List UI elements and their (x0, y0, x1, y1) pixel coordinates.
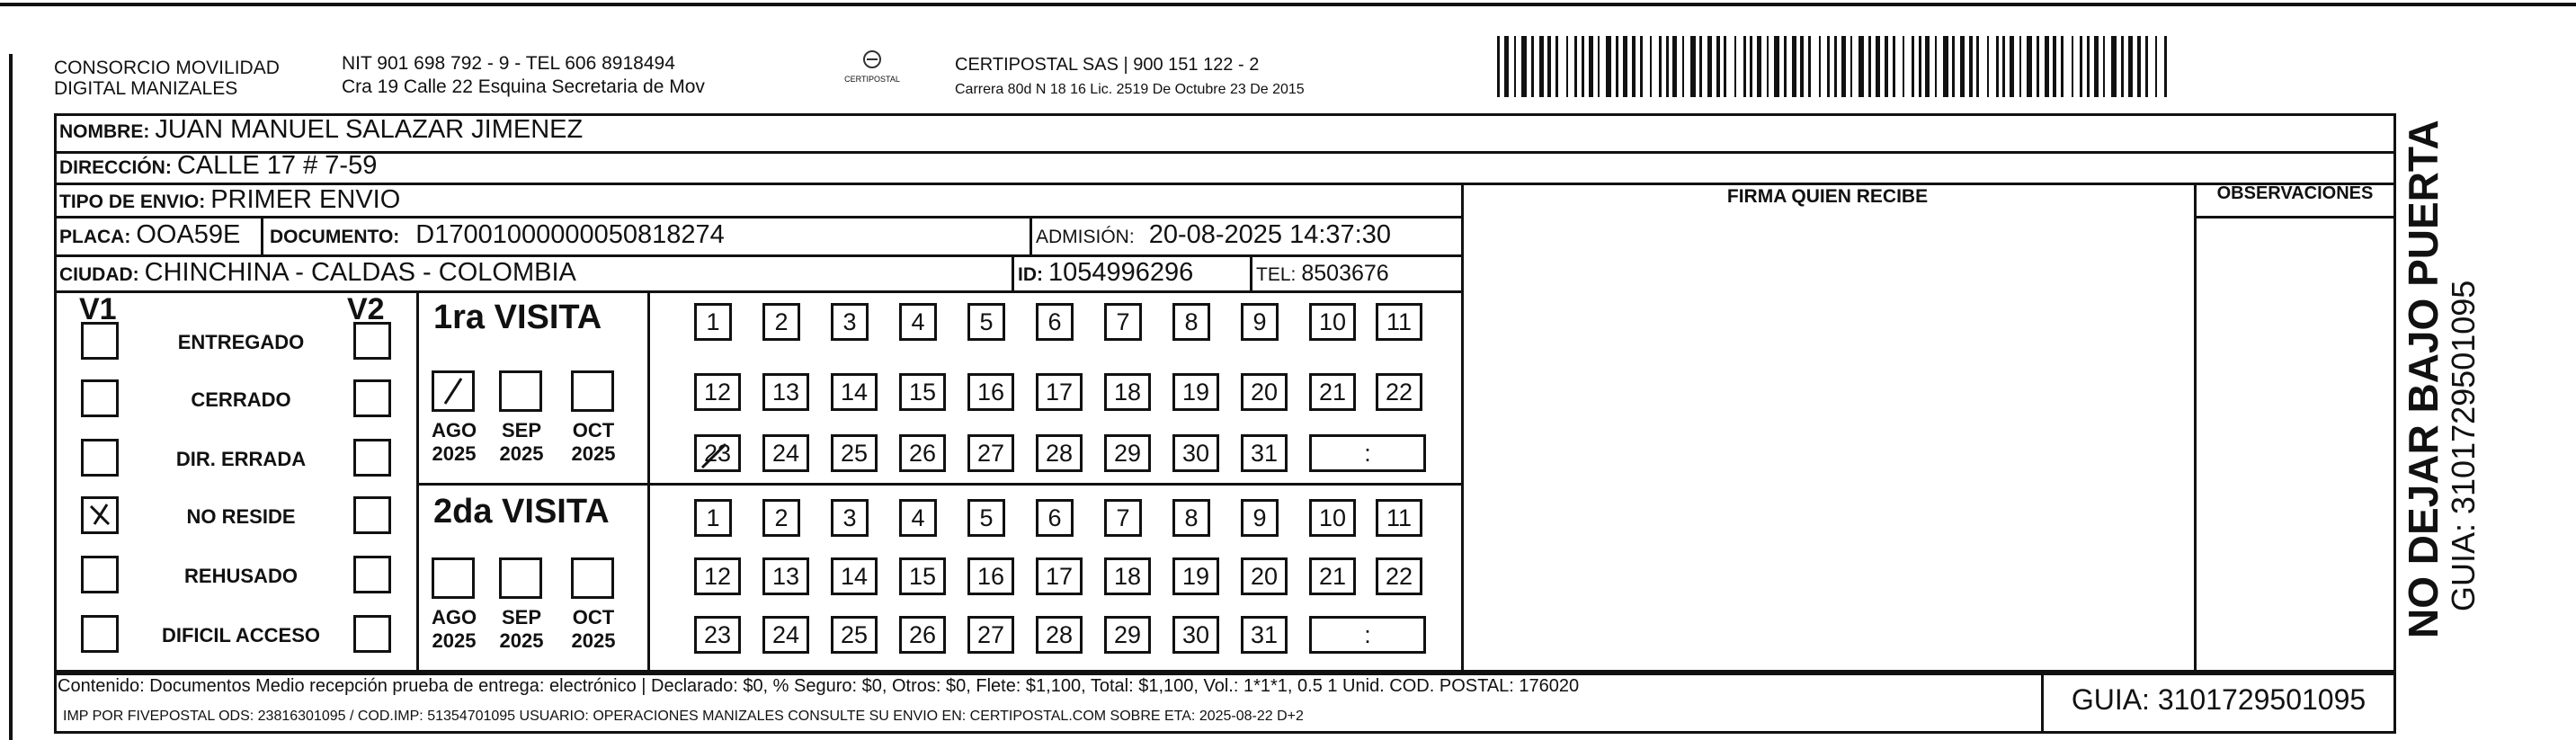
month-name: SEP (501, 419, 542, 441)
admision-label: ADMISIÓN: (1036, 227, 1135, 247)
barcode-bar (2080, 36, 2082, 97)
day-box[interactable]: 30 (1172, 616, 1219, 654)
direccion-label: DIRECCIÓN: (59, 157, 172, 178)
day-box[interactable]: 12 (694, 373, 741, 411)
day-box[interactable]: 13 (762, 373, 809, 411)
barcode-bar (1876, 36, 1880, 97)
barcode-bar (2103, 36, 2105, 97)
divider (261, 216, 263, 254)
signature-area[interactable] (1461, 216, 2194, 673)
no-dejar-text: NO DEJAR BAJO PUERTA (2400, 120, 2447, 638)
divider (416, 290, 419, 673)
barcode-bar (1666, 36, 1669, 97)
day-box[interactable]: 14 (831, 373, 878, 411)
imp-text: IMP POR FIVEPOSTAL ODS: 23816301095 / COD.IMP: 51354701095 USUARIO: OPERACIONES MANIZALES CONSULTE SU ENVIO EN: CERTIPOSTAL.COM SOBRE ETA: 2025-08-22 D+2 (63, 709, 1304, 724)
day-box[interactable]: 27 (967, 434, 1014, 472)
month-year: 2025 (571, 629, 616, 652)
day-box[interactable]: 23 (694, 616, 741, 654)
id-value: 1054996296 (1048, 258, 1194, 287)
day-box[interactable]: 14 (831, 557, 878, 595)
barcode-bar (1566, 36, 1568, 97)
consorcio-info: CONSORCIO MOVILIDAD DIGITAL MANIZALES (54, 58, 280, 99)
v1-checkbox[interactable] (81, 322, 119, 360)
barcode-bar (1757, 36, 1761, 97)
footer-guia: GUIA: 3101729501095 (2071, 683, 2367, 716)
barcode-bar (2121, 36, 2124, 97)
month-checkbox[interactable] (499, 557, 542, 599)
barcode-bar (2087, 36, 2090, 97)
barcode-bar (1960, 36, 1965, 97)
barcode-bar (1750, 36, 1752, 97)
barcode-bar (1589, 36, 1593, 97)
day-box[interactable]: 29 (1104, 616, 1151, 654)
divider (416, 483, 1461, 486)
month-year: 2025 (432, 629, 477, 652)
barcode-bar (1539, 36, 1544, 97)
divider (1030, 216, 1032, 254)
day-box[interactable]: 10 (1309, 499, 1356, 537)
barcode-bar (1976, 36, 1979, 97)
day-box[interactable]: 7 (1104, 499, 1142, 537)
month-name: AGO (431, 419, 477, 441)
placa-row (59, 220, 240, 250)
month-label (562, 419, 625, 466)
admision-value: 20-08-2025 14:37:30 (1148, 220, 1391, 249)
v2-label: V2 (347, 292, 385, 326)
month-name: OCT (572, 606, 615, 629)
nombre-row (59, 115, 583, 145)
status-label: ENTREGADO (177, 331, 305, 353)
direccion-value: CALLE 17 # 7-59 (176, 151, 378, 180)
v1-checkbox[interactable] (81, 496, 119, 534)
day-box[interactable] (694, 434, 741, 472)
status-label: DIFICIL ACCESO (161, 624, 320, 646)
v1-checkbox[interactable] (81, 439, 119, 477)
month-name: OCT (572, 419, 615, 441)
row-line (54, 216, 1461, 218)
barcode-bar (2010, 36, 2014, 97)
row-line (54, 151, 2396, 154)
barcode-bar (1903, 36, 1904, 97)
id-row (1018, 258, 1193, 288)
day-box[interactable]: 18 (1104, 557, 1151, 595)
barcode-bar (1996, 36, 1999, 97)
day-box[interactable]: 25 (831, 434, 878, 472)
barcode-bar (2072, 36, 2073, 97)
day-box[interactable]: 16 (967, 373, 1014, 411)
barcode-bar (2111, 36, 2117, 97)
barcode-bar (1716, 36, 1720, 97)
barcode-bar (1734, 36, 1736, 97)
barcode-bar (1707, 36, 1712, 97)
certipostal-logo: CERTIPOSTAL (841, 49, 904, 84)
barcode-bar (1582, 36, 1584, 97)
day-box[interactable]: 11 (1376, 499, 1422, 537)
day-box[interactable]: 4 (899, 303, 937, 341)
barcode-bar (1858, 36, 1864, 97)
day-box[interactable]: 4 (899, 499, 937, 537)
barcode-bar (1827, 36, 1830, 97)
day-box[interactable]: 28 (1036, 616, 1083, 654)
barcode-bar (2027, 36, 2032, 97)
day-box[interactable]: 3 (831, 499, 869, 537)
barcode-bar (1834, 36, 1837, 97)
barcode-bar (1598, 36, 1600, 97)
barcode-bar (1623, 36, 1627, 97)
barcode-bar (1699, 36, 1702, 97)
barcode-bar (1819, 36, 1821, 97)
barcode-bar (1868, 36, 1871, 97)
barcode-bar (1606, 36, 1611, 97)
day-box[interactable]: 15 (899, 557, 946, 595)
time-box[interactable]: : (1309, 616, 1426, 654)
month-label (490, 606, 553, 653)
second-visit-title: 2da VISITA (433, 493, 610, 530)
month-name: SEP (501, 606, 542, 629)
day-box[interactable]: 2 (762, 303, 800, 341)
barcode-bar (1952, 36, 1955, 97)
month-year: 2025 (432, 442, 477, 465)
barcode-bar (1672, 36, 1677, 97)
month-checkbox[interactable] (571, 370, 614, 412)
ciudad-value: CHINCHINA - CALDAS - COLOMBIA (144, 258, 576, 287)
barcode-bar (1808, 36, 1811, 97)
barcode-bar (1841, 36, 1846, 97)
day-box[interactable]: 9 (1241, 303, 1279, 341)
day-box[interactable]: 25 (831, 616, 878, 654)
day-box[interactable]: 31 (1241, 616, 1288, 654)
day-box[interactable]: 5 (967, 303, 1005, 341)
day-box[interactable]: 12 (694, 557, 741, 595)
v2-checkbox[interactable] (353, 439, 391, 477)
day-box[interactable]: 16 (967, 557, 1014, 595)
nombre-value: JUAN MANUEL SALAZAR JIMENEZ (155, 115, 584, 144)
status-label: CERRADO (191, 388, 291, 411)
barcode-bar (1767, 36, 1769, 97)
barcode-bar (1800, 36, 1804, 97)
day-box[interactable]: 17 (1036, 373, 1083, 411)
day-box[interactable]: 9 (1241, 499, 1279, 537)
day-box[interactable]: 27 (967, 616, 1014, 654)
barcode-bar (2045, 36, 2049, 97)
barcode-bar (1943, 36, 1948, 97)
barcode-bar (1632, 36, 1636, 97)
day-box[interactable]: 6 (1036, 303, 1074, 341)
documento-label: DOCUMENTO: (270, 227, 400, 247)
barcode-bar (1616, 36, 1618, 97)
tipo-label: TIPO DE ENVIO: (59, 192, 206, 212)
v1-label: V1 (79, 292, 117, 326)
day-box[interactable]: 17 (1036, 557, 1083, 595)
day-box[interactable]: 6 (1036, 499, 1074, 537)
barcode-bar (1497, 36, 1500, 97)
v1-checkbox[interactable] (81, 556, 119, 593)
month-label (423, 419, 486, 466)
barcode-bar (1774, 36, 1779, 97)
barcode-bar (1925, 36, 1930, 97)
day-box[interactable]: 15 (899, 373, 946, 411)
day-box[interactable]: 20 (1241, 557, 1288, 595)
barcode-bar (1659, 36, 1662, 97)
v2-checkbox[interactable] (353, 322, 391, 360)
barcode-bar (1919, 36, 1921, 97)
nit-info: NIT 901 698 792 - 9 - TEL 606 8918494 Cra 19 Calle 22 Esquina Secretaria de Mov (342, 53, 705, 97)
row-line (54, 183, 2396, 185)
day-box[interactable]: 7 (1104, 303, 1142, 341)
tipo-value: PRIMER ENVIO (210, 185, 401, 214)
barcode-bar (1690, 36, 1696, 97)
month-year: 2025 (571, 442, 616, 465)
side-guia-text: GUIA: 3101729501095 (2445, 280, 2482, 611)
day-box[interactable]: 21 (1309, 373, 1356, 411)
barcode-bar (2155, 36, 2157, 97)
day-box[interactable]: 8 (1172, 303, 1210, 341)
nombre-label: NOMBRE: (59, 121, 150, 142)
day-box[interactable]: 22 (1376, 373, 1422, 411)
day-box[interactable]: 26 (899, 616, 946, 654)
barcode-bar (2019, 36, 2021, 97)
day-box[interactable]: 5 (967, 499, 1005, 537)
tel-value: 8503676 (1301, 261, 1389, 286)
barcode-bar (1514, 36, 1516, 97)
month-label (423, 606, 486, 653)
month-checkbox[interactable] (571, 557, 614, 599)
day-box[interactable]: 10 (1309, 303, 1356, 341)
barcode-bar (1531, 36, 1534, 97)
day-box[interactable]: 11 (1376, 303, 1422, 341)
documento-row (270, 220, 725, 250)
month-label (562, 606, 625, 653)
barcode-bar (1650, 36, 1652, 97)
day-box[interactable]: 8 (1172, 499, 1210, 537)
barcode-bar (1682, 36, 1684, 97)
row-line (54, 290, 1461, 293)
firma-header: FIRMA QUIEN RECIBE (1726, 186, 1929, 207)
day-box[interactable]: 31 (1241, 434, 1288, 472)
month-checkbox[interactable] (432, 370, 475, 412)
day-box[interactable]: 3 (831, 303, 869, 341)
v2-checkbox[interactable] (353, 556, 391, 593)
day-box[interactable]: 21 (1309, 557, 1356, 595)
day-box[interactable]: 19 (1172, 373, 1219, 411)
ciudad-row (59, 258, 576, 288)
first-visit-title: 1ra VISITA (433, 299, 602, 336)
month-year: 2025 (499, 442, 544, 465)
month-year: 2025 (499, 629, 544, 652)
day-box[interactable]: 19 (1172, 557, 1219, 595)
observaciones-header: OBSERVACIONES (2216, 183, 2374, 203)
v2-checkbox[interactable] (353, 615, 391, 653)
day-box[interactable]: 1 (694, 499, 732, 537)
month-checkbox[interactable] (499, 370, 542, 412)
day-box[interactable]: 2 (762, 499, 800, 537)
v1-checkbox[interactable] (81, 379, 119, 417)
tipo-row (59, 185, 400, 215)
tel-row (1256, 261, 1389, 287)
placa-value: OOA59E (136, 220, 241, 249)
barcode-bar (1504, 36, 1509, 97)
barcode-bar (1743, 36, 1746, 97)
barcode-bar (2145, 36, 2148, 97)
barcode-bar (2002, 36, 2005, 97)
day-box[interactable]: 30 (1172, 434, 1219, 472)
barcode-bar (2037, 36, 2039, 97)
side-text (2401, 9, 2482, 638)
barcode-bar (1521, 36, 1527, 97)
day-box[interactable]: 20 (1241, 373, 1288, 411)
tel-label: TEL: (1256, 264, 1297, 285)
day-box[interactable]: 24 (762, 616, 809, 654)
v2-checkbox[interactable] (353, 379, 391, 417)
day-box[interactable]: 22 (1376, 557, 1422, 595)
day-box[interactable]: 24 (762, 434, 809, 472)
divider (1012, 254, 1014, 290)
status-label: REHUSADO (184, 565, 298, 587)
time-box[interactable]: : (1309, 434, 1426, 472)
status-label: DIR. ERRADA (175, 448, 307, 470)
barcode-bar (1987, 36, 1989, 97)
divider (647, 290, 650, 673)
ciudad-label: CIUDAD: (59, 264, 139, 285)
admision-row (1036, 220, 1391, 250)
day-box[interactable]: 29 (1104, 434, 1151, 472)
barcode-bar (1850, 36, 1852, 97)
month-checkbox[interactable] (432, 557, 475, 599)
status-label: NO RESIDE (186, 505, 296, 528)
barcode-bar (2053, 36, 2056, 97)
month-name: AGO (431, 606, 477, 629)
day-number: 23 (703, 439, 732, 467)
barcode-bar (1555, 36, 1558, 97)
top-border (0, 3, 2576, 6)
contenido-text: Contenido: Documentos Medio recepción prueba de entrega: electrónico | Declarado: $0, % Seguro: $0, Otros: $0, Flete: $1,100, Total: $1,100, Vol.: 1*1*1, 0.5 1 Unid. COD. POSTAL: 176020 (58, 676, 1580, 696)
barcode-bar (1885, 36, 1888, 97)
barcode-bar (2137, 36, 2141, 97)
certipostal-info: CERTIPOSTAL SAS | 900 151 122 - 2 Carrera 80d N 18 16 Lic. 2519 De Octubre 23 De 2015 (955, 55, 1305, 97)
day-box[interactable]: 13 (762, 557, 809, 595)
barcode-bar (1724, 36, 1726, 97)
barcode-bar (1792, 36, 1796, 97)
direccion-row (59, 151, 377, 181)
barcode-bar (2164, 36, 2167, 97)
barcode-bar (2128, 36, 2133, 97)
month-label (490, 419, 553, 466)
day-box[interactable]: 28 (1036, 434, 1083, 472)
barcode-bar (1893, 36, 1895, 97)
v1-checkbox[interactable] (81, 615, 119, 653)
id-label: ID: (1018, 264, 1043, 285)
left-border (9, 54, 13, 740)
day-box[interactable]: 1 (694, 303, 732, 341)
v2-checkbox[interactable] (353, 496, 391, 534)
barcode-bar (1935, 36, 1937, 97)
observaciones-area[interactable] (2197, 218, 2393, 670)
barcode-bar (1640, 36, 1643, 97)
barcode (1497, 36, 2176, 97)
barcode-bar (1547, 36, 1551, 97)
placa-label: PLACA: (59, 227, 131, 247)
barcode-bar (1574, 36, 1577, 97)
day-box[interactable]: 18 (1104, 373, 1151, 411)
barcode-bar (2061, 36, 2063, 97)
barcode-bar (1969, 36, 1973, 97)
barcode-bar (1912, 36, 1914, 97)
day-box[interactable]: 26 (899, 434, 946, 472)
divider (1250, 254, 1252, 290)
barcode-bar (1784, 36, 1787, 97)
barcode-bar (2094, 36, 2099, 97)
documento-value: D17001000000050818274 (415, 220, 725, 249)
